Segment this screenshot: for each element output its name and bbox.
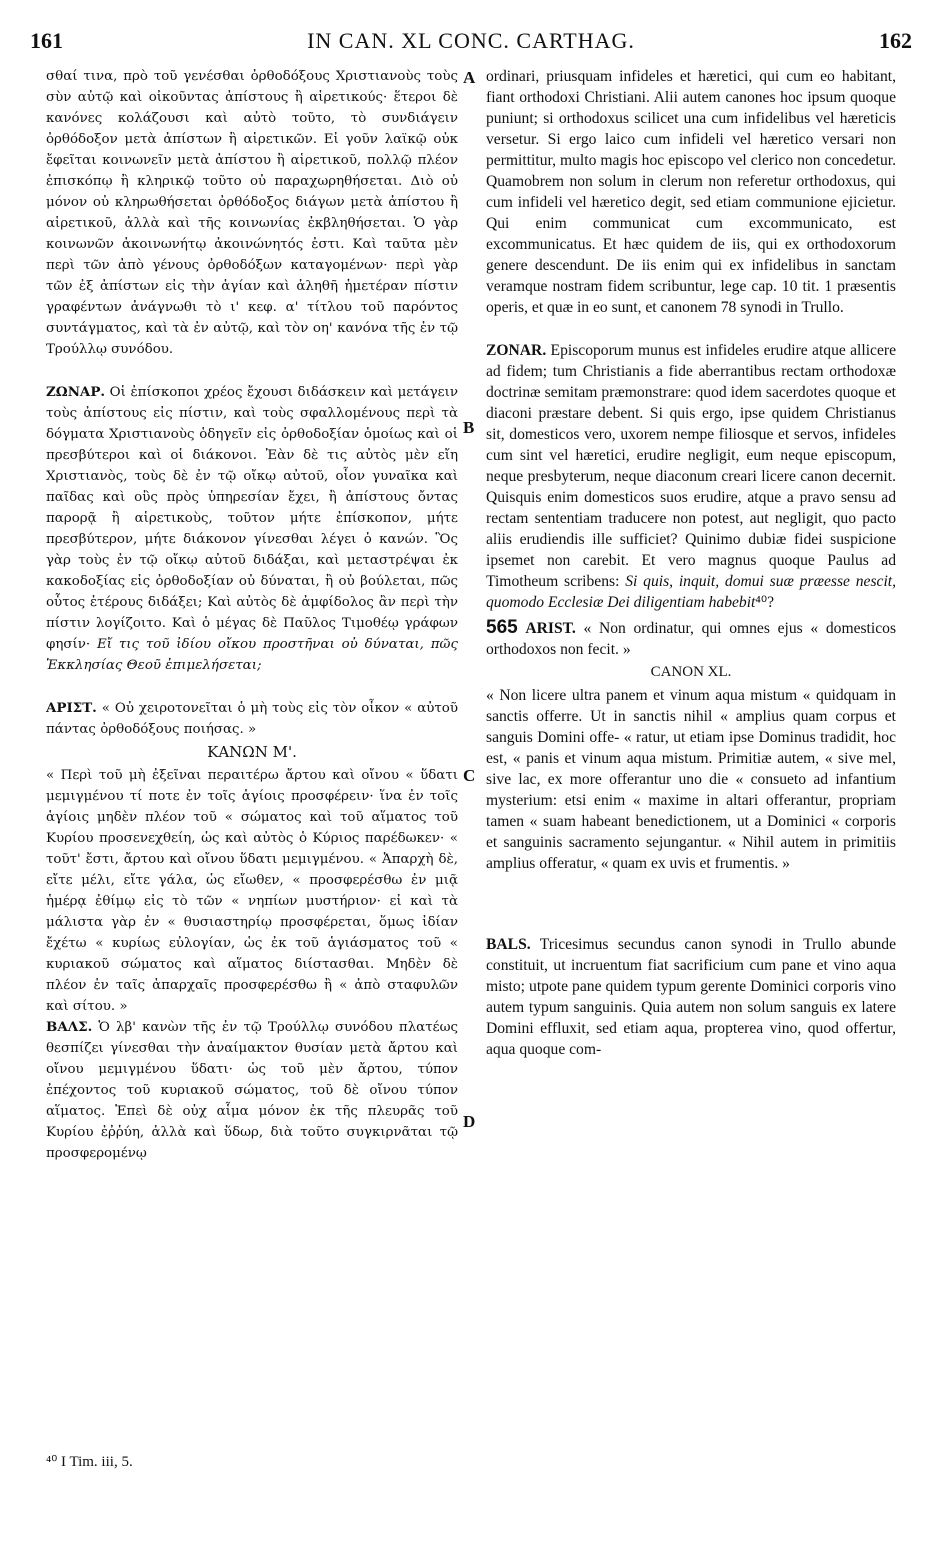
greek-balsamon-commentary <box>46 1017 458 1164</box>
latin-aristenus-text: « Non ordinatur, qui omnes ejus « domesticos orthodoxos non fecit. » <box>486 620 897 658</box>
latin-balsamon-commentary <box>486 934 896 1060</box>
margin-marker-d: D <box>463 1112 476 1131</box>
running-title: IN CAN. XL CONC. CARTHAG. <box>307 28 635 53</box>
latin-balsamon-label: BALS. <box>486 936 531 953</box>
margin-marker-b: B <box>463 418 475 437</box>
greek-aristenus-text: « Οὐ χειροτονεῖται ὁ μὴ τοὺς εἰς τὸν οἶκον « αὐτοῦ πάντας ὀρθοδόξους ποιήσας. » <box>46 701 458 737</box>
latin-canon-title: CANON XL. <box>650 664 732 680</box>
latin-column-page-mark: 565 <box>486 617 518 638</box>
page-number-left: 161 <box>30 28 63 53</box>
running-header <box>30 28 912 62</box>
latin-aristenus-summary <box>486 617 896 660</box>
latin-column <box>486 66 896 1060</box>
latin-zonaras-quote: Si quis, inquit, domui suæ præesse nescit, quomodo Ecclesiæ Dei diligentiam habebit <box>486 573 897 611</box>
margin-marker-c: C <box>463 766 476 785</box>
greek-column <box>46 66 458 1164</box>
page-number-right: 162 <box>879 28 912 53</box>
greek-aristenus-label: ΑΡΙΣΤ. <box>46 700 97 716</box>
greek-balsamon-label: ΒΑΛΣ. <box>46 1019 93 1035</box>
greek-opening-paragraph: σθαί τινα, πρὸ τοῦ γενέσθαι ὀρθοδόξους Χριστιανοὺς τοὺς σὺν αὐτῷ καὶ οἰκοῦντας ἀπίστους ἢ αἱρετικούς· ἕτεροι δὲ κανόνες κολάζουσι καὶ αὐτὸ τοῦτο, τὸ συνδιάγειν ὀρθόδοξον μετὰ ἀπίστων ἢ αἱρετικῶν. Εἰ γοῦν λαϊκῷ οὐκ ἔφεῖται κοινωνεῖν μετὰ ἀπίστου ἢ αἱρετικοῦ, πολλῷ πλέον ἐπισκόπῳ ἢ κληρικῷ τοῦτο οὐ παραχωρηθήσεται. Διὸ οὐ μόνον οὐ κληρωθήσεται ὀρθόδοξος διάγων μετὰ ἀπίστου ἢ αἱρετικοῦ, ἀλλὰ καὶ τῆς κοινωνίας ἐκβληθήσεται. Ὁ γὰρ κοινωνῶν ἀκοινωνήτῳ ἀκοινώνητός ἐστι. Καὶ ταῦτα μὲν περὶ τῶν ἀπὸ γένους ὀρθοδόξων καταγομένων· περὶ γὰρ τῶν ἐξ ἀπίστων εἰς τὴν ἁγίαν καὶ ἀληθῆ ἡμετέραν πίστιν γραφέντων ἀνάγνωθι τὸ ι' κεφ. α' τίτλου τοῦ παρόντος συντάγματος, καὶ τὰ ἐν αὐτῷ, καὶ τὸν οη' κανόνα τῆς ἐν τῷ Τρούλλῳ συνόδου. <box>46 69 458 357</box>
latin-opening-paragraph: ordinari, priusquam infideles et hæretici, qui cum eo habitant, fiant orthodoxi Christiani. Alii autem canones hoc ipsum quoque puniunt; si orthodoxus scilicet una cum infidelibus vel hæreticis versetur. Si ergo laico cum infideli vel hæretico versari non permittitur, multo magis hoc episcopo vel clerico non concedetur. Quamobrem non solum in clerum non referetur orthodoxus, qui cum infideli vel hæretico degit, sed etiam communione ejicietur. Qui enim communicat cum excommunicato, est excommunicatus. Et hæc quidem de iis, qui ex orthodoxorum genere descendunt. De iis enim qui ex infidelibus in sanctam veramque nostram fidem scribuntur, lege cap. 10 tit. 1 præsentis operis, et quæ in eo sunt, et canonem 78 synodi in Trullo. <box>486 68 896 316</box>
latin-aristenus-label: ARIST. <box>525 620 576 637</box>
greek-zonaras-label: ΖΩΝΑΡ. <box>46 384 106 400</box>
latin-balsamon-text: Tricesimus secundus canon synodi in Trullo abunde constituit, ut incruentum fiat sacrificium cum pane et vino aqua misto; utpote pane quidem typum gerente Dominici corporis vino autem typum sanguinis. Quia autem non solum sanguis ex latere Domini effluxit, sed etiam aqua, propterea vino, quod offertur, aqua quoque com- <box>486 936 896 1058</box>
latin-zonaras-label: ZONAR. <box>486 342 547 359</box>
greek-aristenus-summary <box>46 698 458 740</box>
latin-canon-text: « Non licere ultra panem et vinum aqua mistum « quidquam in sanctis offerre. Ut in sanctis nihil « amplius quam corpus et sanguis Domini offe- « ratur, ut etiam ipse Dominus tradidit, hoc est, « panis et vinum aqua mistum. Primitiæ autem, « sive mel, sive lac, ex more offerantur uno die « consueto ad infantium mysterium: etsi enim « maxime in altari offerantur, propriam tamen « suam habeant benedictionem, ut a Dominici « corporis et sanguinis sacramento sejungantur. « Nihil autem in primitiis amplius offeratur, « quam ex uvis et frumentis. » <box>486 687 896 872</box>
greek-zonaras-commentary <box>46 382 458 676</box>
greek-canon-title: ΚΑΝΩΝ Μ'. <box>207 743 297 761</box>
latin-zonaras-footnote-ref: ⁴⁰? <box>755 594 774 611</box>
margin-marker-a: A <box>463 68 476 87</box>
latin-zonaras-text: Episcoporum munus est infideles erudire atque allicere ad fidem; tum Christianis a fide aberrantibus rectam orthodoxæ doctrinæ semitam præmonstrare: quod idem sacerdotes quoque et diaconi præstare debent. Si quis ergo, ipse quidem Christianus sit, domesticos vero, uxorem nempe filiosque et servos, infideles cum sint vel hæretici, erudire negligit, eum neque episcopum, neque presbyterum, neque diaconum creari licere canon decernit. Quisquis enim domesticos suos erudire, atque a pravo sensu ad rectam sententiam traducere non potest, aut negligit, quo pacto aliis erudiendis ille sufficiet? Quinimo dubiæ fidei suspicione ipsemet non carebit. Et vero magnus quoque Paulus ad Timotheum scribens: <box>486 342 896 590</box>
greek-canon-text: « Περὶ τοῦ μὴ ἐξεῖναι περαιτέρω ἄρτου καὶ οἴνου « ὕδατι μεμιγμένου τί ποτε ἐν τοῖς ἁγίοις προσφέρειν· ἵνα ἐν τοῖς ἁγίοις μηδὲν πλέον τοῦ « σώματος καὶ τοῦ αἵματος τοῦ Κυρίου προσενεχθείη, ὡς καὶ αὐτὸς ὁ Κύριος παρέδωκεν· « τοῦτ' ἔστι, ἄρτου καὶ οἴνου ὕδατι μεμιγμένου. « Ἀπαρχὴ δὲ, εἴτε μέλι, εἴτε γάλα, ὡς εἴωθεν, « προσφερέσθω ἐν μιᾷ ἡμέρᾳ ἐθίμῳ εἰς τὸ τῶν « νηπίων μυστήριον· εἰ καὶ τὰ μάλιστα γὰρ ἐν « θυσιαστηρίῳ προσφέρεται, ὅμως ἰδίαν ἔχέτω « κυρίως εὐλογίαν, ὡς ἐκ τοῦ ἁγιάσματος τοῦ « κυριακοῦ σώματος καὶ αἵματος διίστασθαι. Μηδὲν δὲ πλέον ἐν ταῖς ἀπαρχαῖς προσφερέσθω ἢ « ἀπὸ σταφυλῶν καὶ σίτου. » <box>46 768 458 1014</box>
greek-zonaras-quote: Εἴ τις τοῦ ἰδίου οἴκου προστῆναι οὐ δύναται, πῶς Ἐκκλησίας Θεοῦ ἐπιμελήσεται; <box>46 637 458 673</box>
latin-zonaras-commentary <box>486 340 896 613</box>
greek-zonaras-text: Οἱ ἐπίσκοποι χρέος ἔχουσι διδάσκειν καὶ μετάγειν τοὺς ἀπίστους εἰς πίστιν, καὶ τοὺς σφαλλομένους περὶ τὰ δόγματα Χριστιανοὺς ὁδηγεῖν εἰς ὀρθοδοξίαν ὁμοίως καὶ οἱ πρεσβύτεροι καὶ οἱ διάκονοι. Ἐὰν δὲ τις αὐτὸς μὲν εἴη Χριστιανὸς, τοὺς δὲ ἐν τῷ οἴκῳ αὐτοῦ, οἷον γυναῖκα καὶ παῖδας καὶ οὓς πρὸς ὑπηρεσίαν ἔχει, ἢ ἀπίστους ὄντας παρορᾷ ἢ αἱρετικοὺς, τοῦτον μήτε ἐπίσκοπον, μήτε πρεσβύτερον, μήτε διάκονον γίνεσθαι λέγει ὁ κανών. Ὃς γὰρ τοὺς ἐν τῷ οἴκῳ αὐτοῦ διδάξαι, καὶ μεταστρέψαι ἐκ κακοδοξίας εἰς ὀρθοδοξίαν οὐ δύναται, ἢ οὐ βούλεται, πῶς οὗτος ἑτέρους διδάξει; Καὶ αὐτὸς δὲ ἀμφίδολος ἂν περὶ τὴν πίστιν λογίζοιτο. Καὶ ὁ μέγας δὲ Παῦλος Τιμοθέῳ γράφων φησίν· <box>46 385 459 652</box>
footnote: ⁴⁰ I Tim. iii, 5. <box>46 1454 133 1470</box>
greek-balsamon-text: Ὁ λβ' κανὼν τῆς ἐν τῷ Τρούλλῳ συνόδου πλατέως θεσπίζει γίνεσθαι τὴν ἀναίμακτον θυσίαν μετὰ ἄρτου καὶ οἴνου μεμιγμένου ὕδατι· ὡς τοῦ μὲν ἄρτου, τύπον ἐπέχοντος τοῦ κυριακοῦ σώματος, τοῦ δὲ οἴνου τύπον αἵματος. Ἐπεὶ δὲ οὐχ αἷμα μόνον ἐκ τῆς πλευρᾶς τοῦ Κυρίου ἐῤῥύη, ἀλλὰ καὶ ὕδωρ, διὰ τοῦτο συγκιρνᾶται τῷ προσφερομένῳ <box>46 1020 458 1161</box>
